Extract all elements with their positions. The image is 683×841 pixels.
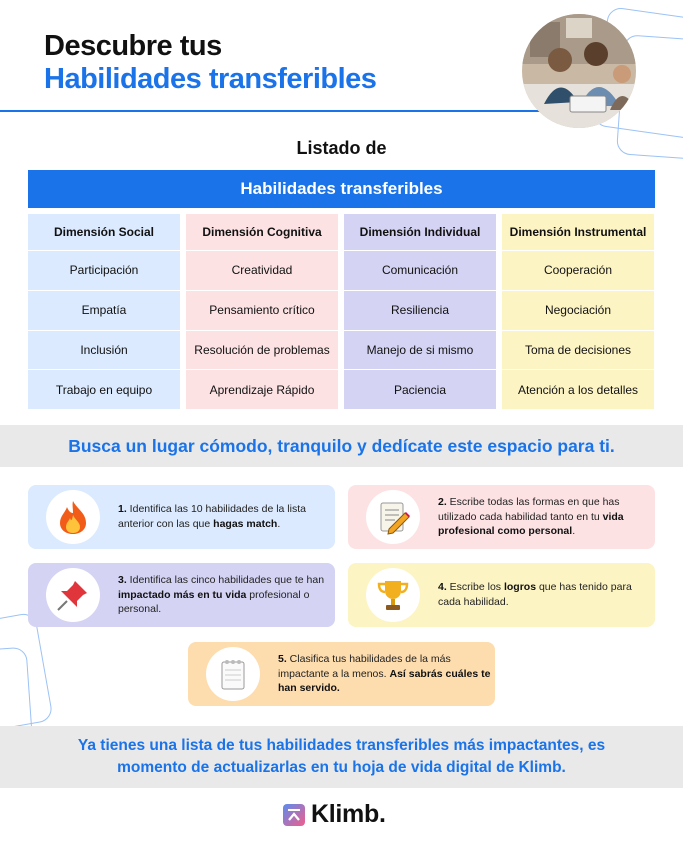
step-text: 5. Clasifica tus habilidades de la más impactante a la menos. Así sabrás cuáles te han servido.: [278, 652, 491, 695]
klimb-logo-text: Klimb.: [311, 800, 386, 828]
tip-banner-text: Busca un lugar cómodo, tranquilo y dedícate este espacio para ti.: [68, 435, 615, 456]
skill-cell: Cooperación: [502, 250, 654, 290]
skill-cell: Aprendizaje Rápido: [186, 369, 338, 409]
skill-cell: Negociación: [502, 290, 654, 330]
listado-subtitle: Listado de: [296, 138, 387, 158]
closing-line-1: Ya tienes una lista de tus habilidades transferibles más impactantes, es: [77, 737, 606, 755]
title-underline: [0, 110, 600, 112]
column-cognitiva: [186, 214, 338, 409]
skill-cell: Resiliencia: [344, 290, 496, 330]
fire-icon: [46, 490, 100, 544]
title-line-2: Habilidades transferibles: [44, 63, 377, 96]
column-header: Dimensión Instrumental: [509, 225, 647, 239]
skill-cell: Creatividad: [186, 250, 338, 290]
closing-line-2: momento de actualizarlas en tu hoja de vida digital de Klimb.: [117, 759, 566, 776]
step-text: 2. Escribe todas las formas en que has utilizado cada habilidad tanto en tu vida profesional como personal.: [438, 495, 624, 538]
memo-pencil-icon: [366, 490, 420, 544]
skill-cell: Participación: [28, 250, 180, 290]
skill-cell: Atención a los detalles: [502, 369, 654, 409]
step-card-3: [28, 563, 335, 627]
skill-cell: Trabajo en equipo: [28, 369, 180, 409]
klimb-logo-icon: [283, 804, 305, 826]
closing-banner: [0, 726, 683, 788]
skills-table-header: [28, 170, 655, 208]
pushpin-icon: [46, 568, 100, 622]
skill-cell: Toma de decisiones: [502, 330, 654, 370]
tip-banner: [0, 425, 683, 467]
column-social: [28, 214, 180, 409]
step-text: 1. Identifica las 10 habilidades de la lista anterior con las que hagas match.: [118, 503, 306, 530]
step-card-5: [188, 642, 495, 706]
skill-cell: Paciencia: [344, 369, 496, 409]
trophy-icon: [366, 568, 420, 622]
step-card-2: [348, 485, 655, 549]
column-header: Dimensión Cognitiva: [202, 225, 322, 239]
skill-cell: Manejo de si mismo: [344, 330, 496, 370]
step-card-1: [28, 485, 335, 549]
notepad-icon: [206, 647, 260, 701]
step-text: 3. Identifica las cinco habilidades que te han impactado más en tu vida profesional o personal.: [118, 573, 325, 616]
column-individual: [344, 214, 496, 409]
column-header: Dimensión Individual: [359, 225, 481, 239]
skills-table-title: Habilidades transferibles: [240, 179, 443, 198]
step-card-4: [348, 563, 655, 627]
skill-cell: Pensamiento crítico: [186, 290, 338, 330]
skill-cell: Empatía: [28, 290, 180, 330]
step-text: 4. Escribe los logros que has tenido para cada habilidad.: [438, 581, 632, 608]
title-line-1: Descubre tus: [44, 30, 222, 62]
column-header: Dimensión Social: [53, 225, 155, 239]
team-working-photo: [522, 14, 636, 128]
skill-cell: Resolución de problemas: [186, 330, 338, 370]
column-instrumental: [502, 214, 654, 409]
skill-cell: Comunicación: [344, 250, 496, 290]
page-title: [44, 30, 376, 97]
skill-cell: Inclusión: [28, 330, 180, 370]
klimb-logo: [283, 800, 386, 829]
